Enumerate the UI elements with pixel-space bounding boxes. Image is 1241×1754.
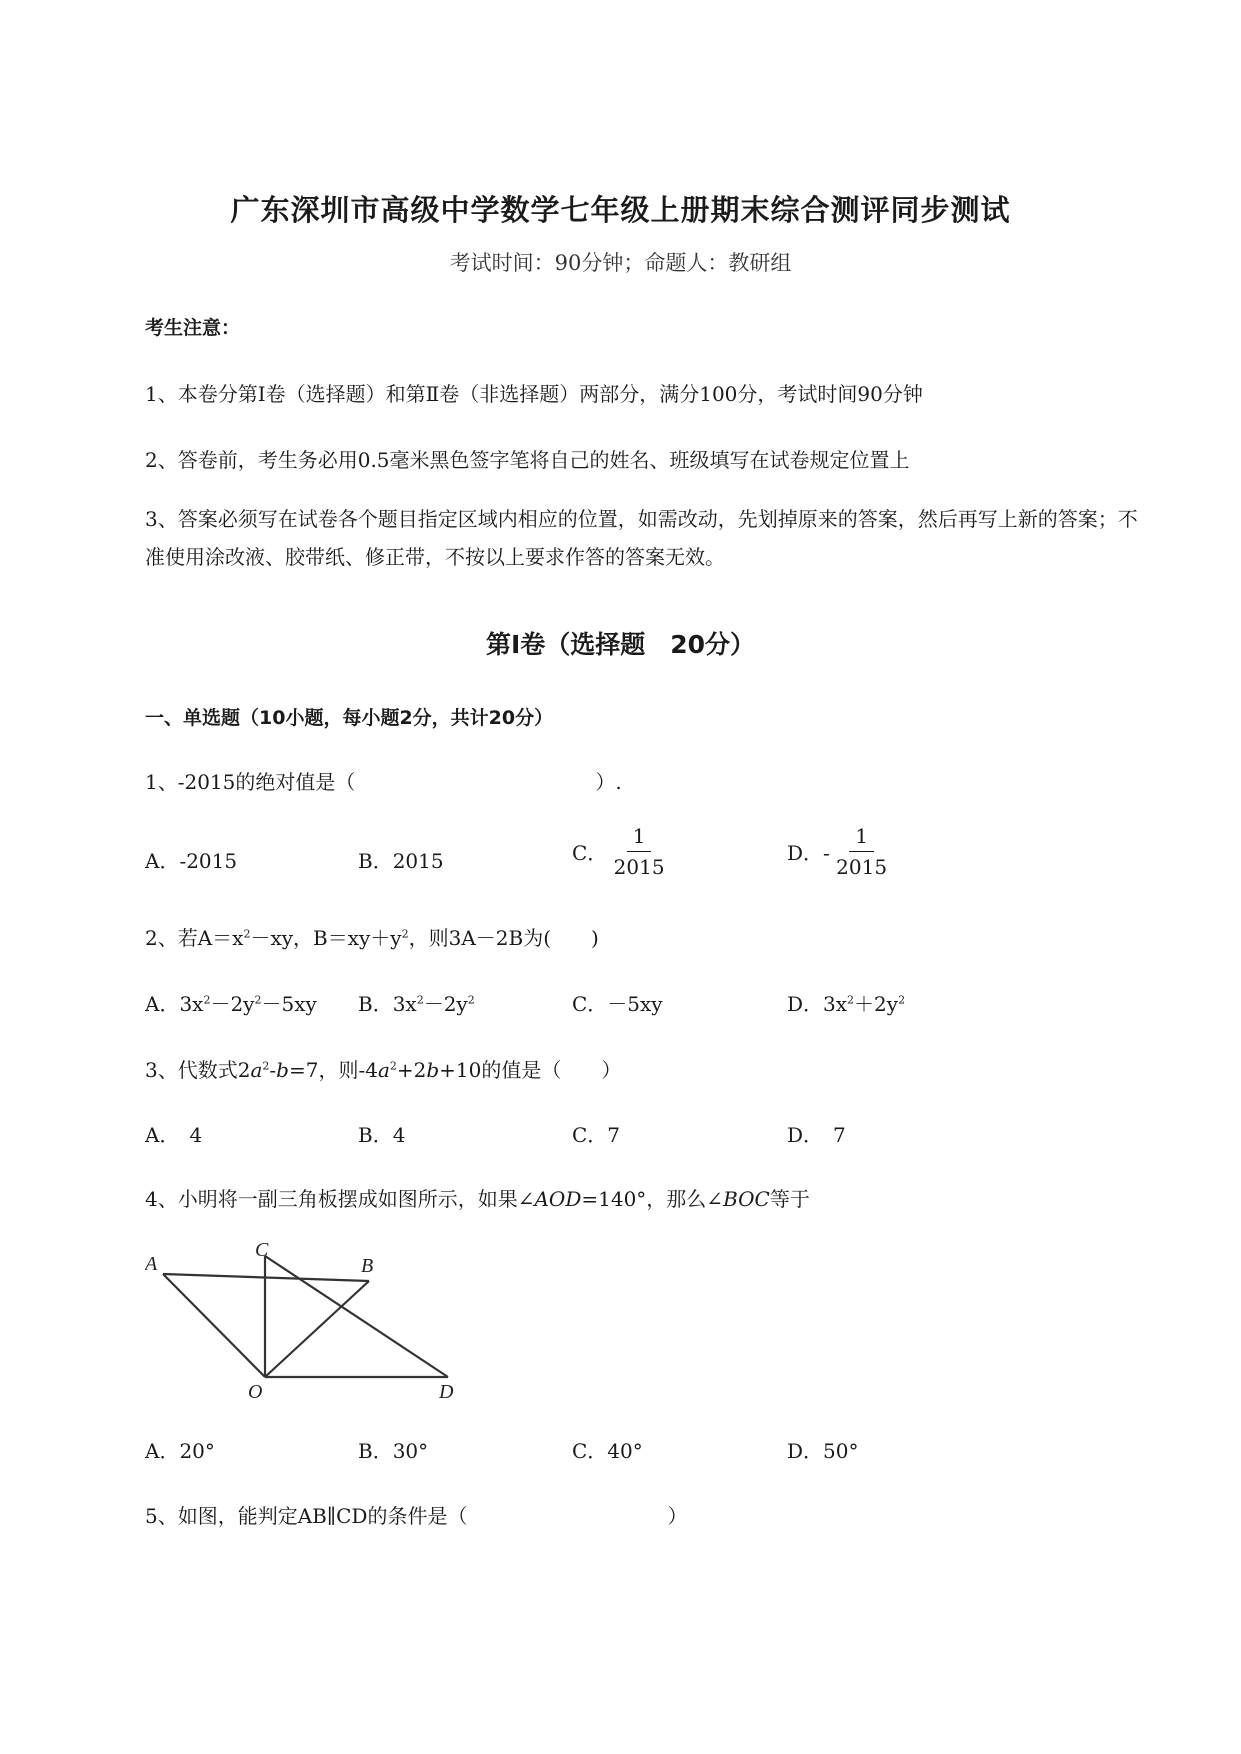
question-3-option-b: B．4 xyxy=(358,1123,406,1147)
fraction xyxy=(614,826,665,877)
question-1-option-d xyxy=(787,826,887,877)
point-label-o: O xyxy=(248,1381,263,1400)
question-5-stem: 5、如图，能判定AB∥CD的条件是（ ） xyxy=(145,1504,688,1528)
question-1-option-c xyxy=(572,826,665,877)
triangle-board-figure xyxy=(145,1240,457,1400)
point-label-b: B xyxy=(361,1255,374,1277)
exam-info: 考试时间：90分钟；命题人：教研组 xyxy=(449,251,792,275)
question-2-option-a: A．$3x^2-2y^2-5xy$ xyxy=(145,992,317,1016)
notice-item-1: 1、本卷分第I卷（选择题）和第Ⅱ卷（非选择题）两部分，满分100分，考试时间90分钟 xyxy=(145,382,923,406)
point-label-d: D xyxy=(439,1381,454,1400)
question-3-option-d: D． 7 xyxy=(787,1123,846,1147)
option-c-label: C． xyxy=(572,841,608,865)
question-3-option-c: C．7 xyxy=(572,1123,621,1147)
notice-item-2: 2、答卷前，考生务必用0.5毫米黑色签字笔将自己的姓名、班级填写在试卷规定位置上 xyxy=(145,448,910,472)
part-heading: 一、单选题（10小题，每小题2分，共计20分） xyxy=(145,707,554,729)
question-4-stem: 4、小明将一副三角板摆成如图所示，如果∠AOD=140°，那么∠BOC等于 xyxy=(145,1187,810,1211)
section-title: 第I卷（选择题 20分） xyxy=(485,630,756,659)
question-3-stem: 3、代数式$2a^2-b=7$，则$-4a^2+2b+10$的值是（ ） xyxy=(145,1058,622,1082)
fraction-numerator: 1 xyxy=(627,826,652,852)
fraction xyxy=(836,826,887,877)
question-4-option-d: D．50° xyxy=(787,1439,859,1463)
question-3-option-a: A． 4 xyxy=(145,1123,203,1147)
question-4-option-b: B．30° xyxy=(358,1439,429,1463)
question-2-stem: 2、若$A=x^2-xy$，$B=xy+y^2$，则3A－2B为( ) xyxy=(145,926,599,950)
question-1-stem: 1、-2015的绝对值是（ ）. xyxy=(145,770,622,794)
question-1-option-a: A．-2015 xyxy=(145,849,238,873)
point-label-c: C xyxy=(255,1240,269,1261)
question-2-option-c: C．－5xy xyxy=(572,992,663,1016)
point-label-a: A xyxy=(145,1253,158,1275)
question-2-option-d: D．$3x^2+2y^2$ xyxy=(787,992,906,1016)
question-2-option-b: B．$3x^2-2y^2$ xyxy=(358,992,475,1016)
fraction-numerator: 1 xyxy=(849,826,874,852)
option-d-label: D．- xyxy=(787,841,830,865)
fraction-denominator: 2015 xyxy=(836,855,888,879)
question-1-option-b: B．2015 xyxy=(358,849,444,873)
fraction-denominator: 2015 xyxy=(613,855,665,879)
question-4-option-c: C．40° xyxy=(572,1439,643,1463)
notice-heading: 考生注意： xyxy=(145,317,241,339)
page-title: 广东深圳市高级中学数学七年级上册期末综合测评同步测试 xyxy=(230,193,1011,227)
question-4-option-a: A．20° xyxy=(145,1439,215,1463)
notice-item-3: 3、答案必须写在试卷各个题目指定区域内相应的位置，如需改动，先划掉原来的答案，然后再写上新的答案；不准使用涂改液、胶带纸、修正带，不按以上要求作答的答案无效。 xyxy=(145,507,1138,569)
